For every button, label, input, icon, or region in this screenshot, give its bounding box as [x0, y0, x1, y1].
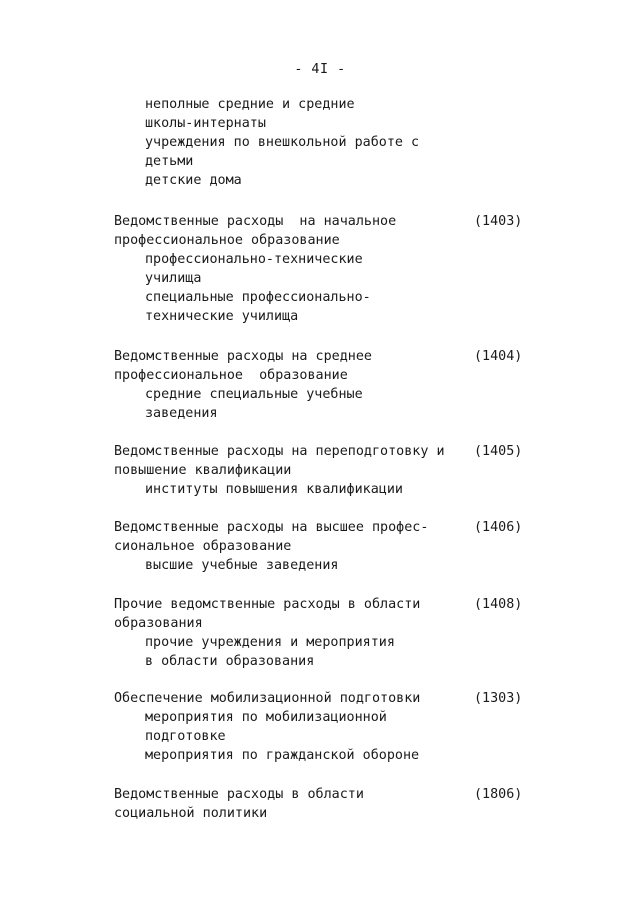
section-heading-line: Прочие ведомственные расходы в области [114, 597, 421, 612]
section-heading-line: Ведомственные расходы в области [114, 787, 364, 802]
section-sub-line: заведения [145, 406, 218, 421]
section-sub-line: институты повышения квалификации [145, 482, 403, 497]
section-code: (1404) [474, 349, 523, 364]
intro-line: учреждения по внешкольной работе с [145, 135, 420, 150]
section-heading-line: повышение квалификации [114, 463, 292, 478]
section-1406 [114, 518, 534, 575]
section-heading-line: Обеспечение мобилизационной подготовки [114, 691, 421, 706]
intro-line: школы-интернаты [145, 116, 266, 131]
section-sub-line: училища [145, 271, 202, 286]
section-code: (1405) [474, 444, 523, 459]
page-number: - 4I - [294, 62, 346, 77]
section-sub-line: подготовке [145, 729, 226, 744]
section-heading-line: Ведомственные расходы на начальное [114, 214, 397, 229]
section-sub-line: специальные профессионально- [145, 290, 371, 305]
section-heading-line: Ведомственные расходы на переподготовку и [114, 444, 445, 459]
section-heading-line: Ведомственные расходы на высшее профес- [114, 520, 429, 535]
section-code: (1406) [474, 520, 523, 535]
section-heading-line: образования [114, 616, 203, 631]
section-1405 [114, 442, 534, 499]
section-1403 [114, 212, 534, 326]
section-sub-line: мероприятия по мобилизационной [145, 710, 387, 725]
section-1806 [114, 785, 534, 823]
intro-line: детские дома [145, 173, 242, 188]
section-heading-line: социальной политики [114, 806, 268, 821]
section-heading-line: сиональное образование [114, 539, 292, 554]
section-heading-line: Ведомственные расходы на среднее [114, 349, 372, 364]
section-sub-line: средние специальные учебные [145, 387, 363, 402]
section-sub-line: прочие учреждения и мероприятия [145, 635, 395, 650]
section-heading-line: профессиональное образование [114, 368, 348, 383]
section-1408 [114, 595, 534, 671]
section-sub-line: высшие учебные заведения [145, 558, 339, 573]
section-code: (1303) [474, 691, 523, 706]
section-sub-line: в области образования [145, 654, 315, 669]
intro-block [114, 95, 534, 190]
intro-line: детьми [145, 154, 194, 169]
section-sub-line: мероприятия по гражданской обороне [145, 748, 420, 763]
section-code: (1806) [474, 787, 523, 802]
section-1303 [114, 689, 534, 765]
section-1404 [114, 347, 534, 423]
section-sub-line: профессионально-технические [145, 252, 363, 267]
section-heading-line: профессиональное образование [114, 233, 340, 248]
section-code: (1403) [474, 214, 523, 229]
section-sub-line: технические училища [145, 309, 299, 324]
intro-line: неполные средние и средние [145, 97, 355, 112]
section-code: (1408) [474, 597, 523, 612]
